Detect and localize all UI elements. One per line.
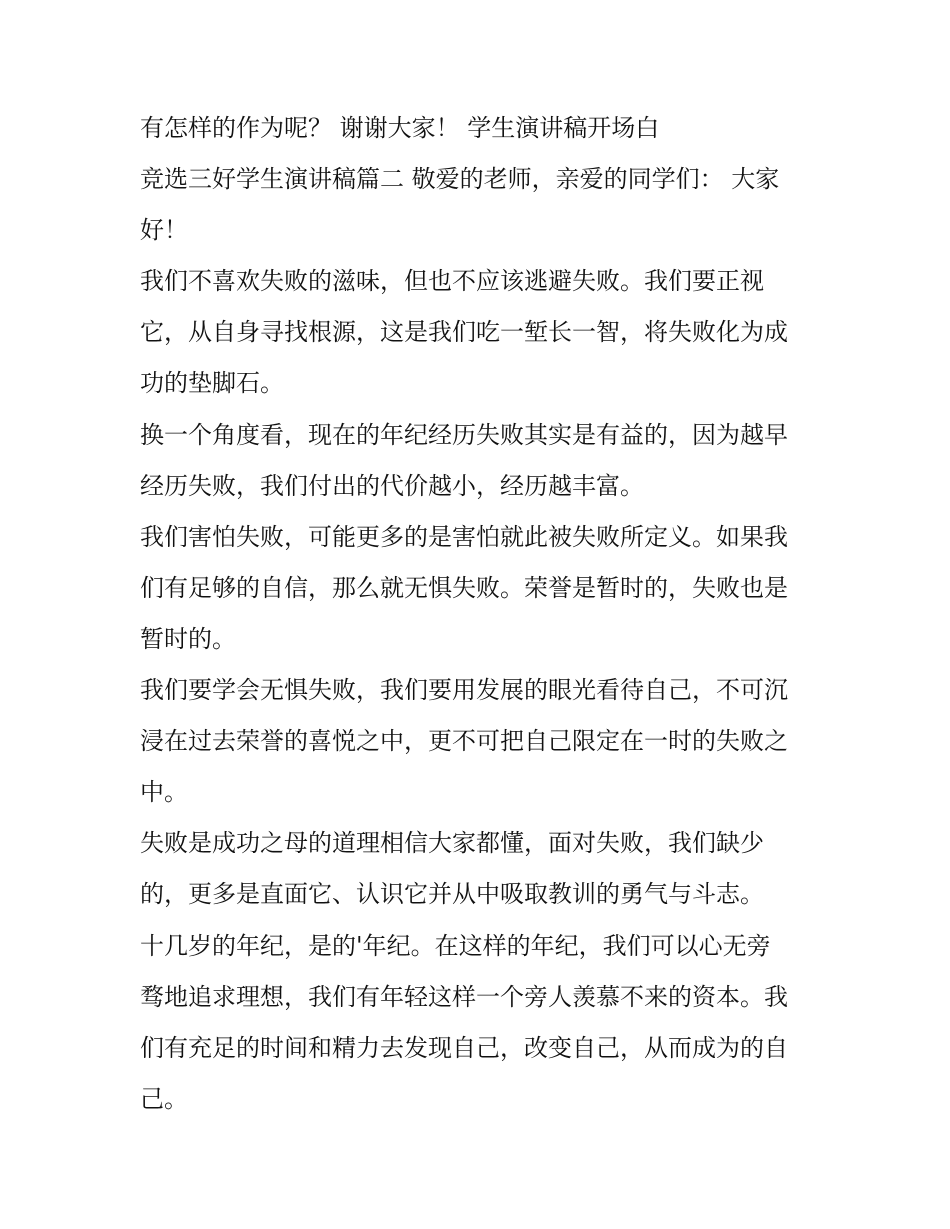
text-line: 我们害怕失败，可能更多的是害怕就此被失败所定义。如果我 (140, 522, 788, 551)
text-line: 竞选三好学生演讲稿篇二 敬爱的老师，亲爱的同学们： 大家 (140, 165, 780, 194)
text-line: 们有充足的时间和精力去发现自己，改变自己，从而成为的自 (140, 1033, 788, 1062)
text-line: 功的垫脚石。 (140, 369, 284, 398)
text-line: 经历失败，我们付出的代价越小，经历越丰富。 (140, 471, 644, 500)
text-line: 中。 (140, 778, 188, 807)
text-line: 十几岁的年纪，是的'年纪。在这样的年纪，我们可以心无旁 (140, 931, 771, 960)
text-line: 它，从自身寻找根源，这是我们吃一堑长一智，将失败化为成 (140, 318, 788, 347)
text-line: 们有足够的自信，那么就无惧失败。荣誉是暂时的，失败也是 (140, 573, 788, 602)
text-line: 暂时的。 (140, 624, 236, 653)
text-line: 己。 (140, 1084, 188, 1113)
text-line: 骛地追求理想，我们有年轻这样一个旁人羡慕不来的资本。我 (140, 982, 788, 1011)
text-line: 失败是成功之母的道理相信大家都懂，面对失败，我们缺少 (140, 829, 764, 858)
text-line: 我们要学会无惧失败，我们要用发展的眼光看待自己，不可沉 (140, 676, 788, 705)
text-line: 好！ (140, 216, 188, 245)
text-line: 浸在过去荣誉的喜悦之中，更不可把自己限定在一时的失败之 (140, 727, 788, 756)
document-body (140, 103, 820, 1125)
text-line: 换一个角度看，现在的年纪经历失败其实是有益的，因为越早 (140, 420, 788, 449)
text-line: 我们不喜欢失败的滋味，但也不应该逃避失败。我们要正视 (140, 267, 764, 296)
text-line: 的，更多是直面它、认识它并从中吸取教训的勇气与斗志。 (140, 880, 764, 909)
text-line: 有怎样的作为呢？ 谢谢大家！ 学生演讲稿开场白 (140, 114, 660, 142)
